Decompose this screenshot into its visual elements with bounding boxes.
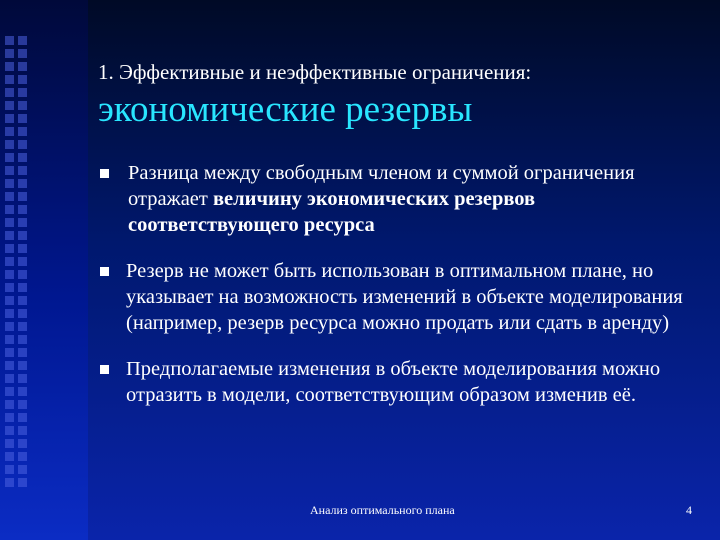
bullet-square-icon [100,365,109,374]
decorative-square [18,426,27,435]
slide-title-line1: 1. Эффективные и неэффективные ограничения: [98,60,532,84]
decorative-square [5,257,14,266]
decorative-squares-left [5,36,15,491]
decorative-square [18,140,27,149]
decorative-square [5,465,14,474]
decorative-square [18,478,27,487]
slide-footer: Анализ оптимального плана [310,503,455,517]
decorative-square [18,62,27,71]
decorative-square [18,387,27,396]
decorative-square [18,192,27,201]
decorative-square [5,335,14,344]
bullet-list [100,160,700,428]
bullet-text: Резерв не может быть использован в оптимальном плане, но указывает на возможность изменений в объекте моделирования (например, резерв ресурса можно продать или сдать в аренду) [126,260,683,334]
bullet-text: Предполагаемые изменения в объекте моделирования можно отразить в модели, соответствующим образом изменив её. [126,358,661,406]
decorative-square [18,88,27,97]
decorative-square [18,127,27,136]
decorative-square [5,400,14,409]
decorative-square [5,361,14,370]
bullet-item [100,160,700,238]
decorative-square [18,244,27,253]
decorative-square [5,166,14,175]
decorative-square [18,439,27,448]
decorative-square [5,413,14,422]
bullet-item [100,258,700,336]
decorative-square [18,218,27,227]
decorative-square [5,179,14,188]
decorative-square [18,257,27,266]
decorative-square [18,166,27,175]
decorative-square [18,179,27,188]
decorative-square [5,283,14,292]
decorative-square [18,400,27,409]
decorative-square [18,114,27,123]
decorative-square [18,322,27,331]
decorative-square [18,413,27,422]
decorative-square [5,426,14,435]
bullet-bold-text: величину экономических резервов соответствующего ресурса [128,188,536,236]
decorative-square [5,309,14,318]
bullet-square-icon [100,267,109,276]
decorative-square [5,75,14,84]
decorative-square [18,36,27,45]
bullet-square-icon [100,169,109,178]
left-decorative-strip [0,0,88,540]
decorative-square [18,270,27,279]
decorative-square [18,361,27,370]
decorative-square [18,335,27,344]
decorative-square [5,452,14,461]
decorative-square [5,192,14,201]
decorative-square [18,374,27,383]
decorative-square [5,296,14,305]
decorative-square [5,140,14,149]
decorative-square [18,309,27,318]
decorative-square [5,205,14,214]
decorative-square [5,244,14,253]
decorative-square [18,348,27,357]
decorative-square [5,348,14,357]
decorative-square [18,296,27,305]
decorative-square [5,439,14,448]
decorative-square [5,270,14,279]
decorative-square [5,218,14,227]
decorative-square [5,88,14,97]
decorative-square [5,62,14,71]
page-number: 4 [686,503,692,517]
decorative-square [5,101,14,110]
decorative-square [18,75,27,84]
decorative-square [5,478,14,487]
decorative-square [18,101,27,110]
decorative-square [18,153,27,162]
bullet-text: Разница между свободным членом и суммой ограничения отражает [128,162,635,210]
decorative-square [5,49,14,58]
decorative-square [18,231,27,240]
decorative-square [18,205,27,214]
decorative-square [18,465,27,474]
decorative-square [18,49,27,58]
decorative-squares-right [18,36,28,491]
decorative-square [5,231,14,240]
decorative-square [18,452,27,461]
decorative-square [5,374,14,383]
decorative-square [5,153,14,162]
decorative-square [18,283,27,292]
slide-title-line2: экономические резервы [98,89,473,130]
decorative-square [5,322,14,331]
bullet-item [100,356,700,408]
decorative-square [5,36,14,45]
decorative-square [5,127,14,136]
decorative-square [5,114,14,123]
decorative-square [5,387,14,396]
